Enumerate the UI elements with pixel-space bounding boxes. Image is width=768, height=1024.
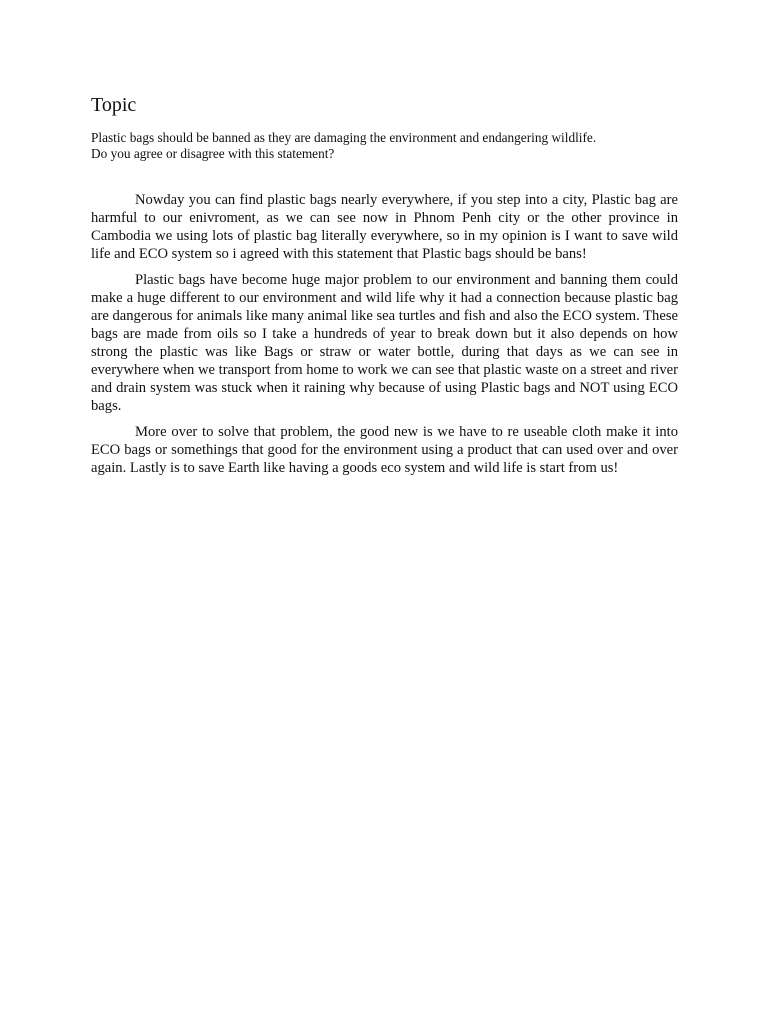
prompt-line-2: Do you agree or disagree with this statement? <box>91 146 335 161</box>
prompt-line-1: Plastic bags should be banned as they are damaging the environment and endangering wildlife. <box>91 130 597 145</box>
essay-prompt <box>91 130 691 162</box>
topic-heading: Topic <box>91 94 137 116</box>
essay-paragraph-1: Nowday you can find plastic bags nearly everywhere, if you step into a city, Plastic bag are harmful to our enivroment, as we can see now in Phnom Penh city or the other province in Cambodia we using lots of plastic bag literally everywhere, so in my opinion is I want to save wild life and ECO system so i agreed with this statement that Plastic bags should be bans! <box>91 192 678 262</box>
essay-paragraph-2: Plastic bags have become huge major problem to our environment and banning them could make a huge different to our environment and wild life why it had a connection because plastic bag are dangerous for animals like many animal like sea turtles and fish and also the ECO system. These bags are made from oils so I take a hundreds of year to break down but it also depends on how strong the plastic was like Bags or straw or water bottle, during that days as we can see in everywhere when we transport from home to work we can see that plastic waste on a street and river and drain system was stuck when it raining why because of using Plastic bags and NOT using ECO bags. <box>91 272 678 414</box>
essay-paragraph-3: More over to solve that problem, the good new is we have to re useable cloth make it into ECO bags or somethings that good for the environment using a product that can used over and over again. Lastly is to save Earth like having a goods eco system and wild life is start from us! <box>91 424 678 476</box>
essay-body <box>91 191 678 485</box>
